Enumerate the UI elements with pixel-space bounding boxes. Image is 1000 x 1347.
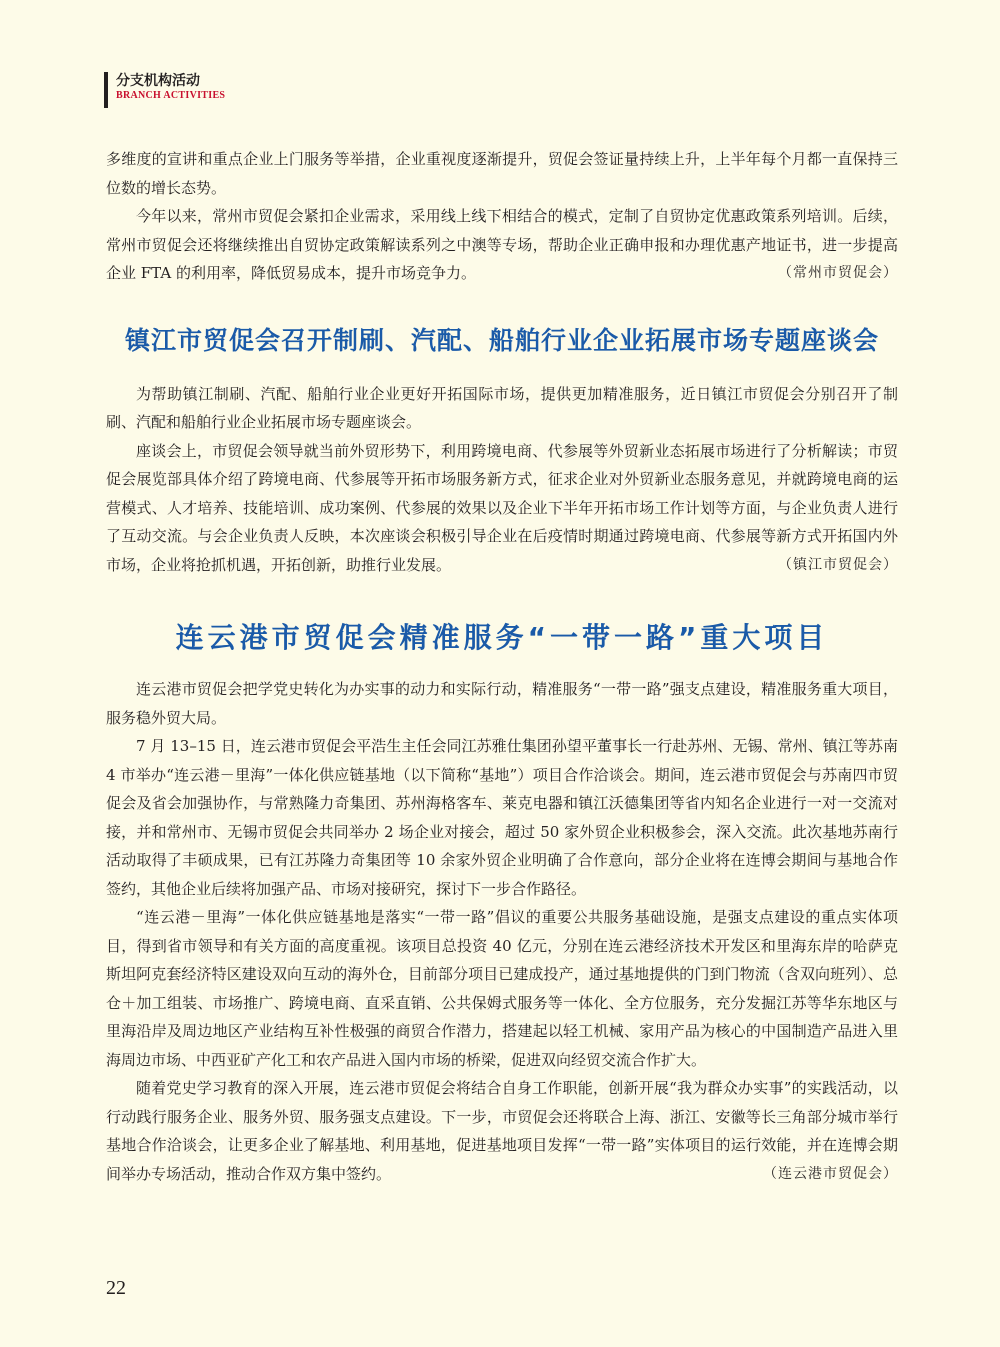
changzhou-paragraph-2-text: 今年以来，常州市贸促会紧扣企业需求，采用线上线下相结合的模式，定制了自贸协定优惠政策系列培训。后续，常州市贸促会还将继续推出自贸协定政策解读系列之中澳等专场，帮助企业正确申报和办理优惠产地证书，进一步提高企业 FTA 的利用率，降低贸易成本，提升市场竞争力。 — [106, 207, 898, 282]
zhenjiang-paragraph-2 — [106, 437, 898, 580]
lianyungang-paragraph-4-text: 随着党史学习教育的深入开展，连云港市贸促会将结合自身工作职能，创新开展“我为群众办实事”的实践活动，以行动践行服务企业、服务外贸、服务强支点建设。下一步，市贸促会还将联合上海、浙江、安徽等长三角部分城市举行基地合作洽谈会，让更多企业了解基地、利用基地，促进基地项目发挥“一带一路”实体项目的运行效能，并在连博会期间举办专场活动，推动合作双方集中签约。 — [106, 1079, 898, 1183]
section-title-en: BRANCH ACTIVITIES — [116, 90, 226, 101]
zhenjiang-paragraph-1: 为帮助镇江制刷、汽配、船舶行业企业更好开拓国际市场，提供更加精准服务，近日镇江市贸促会分别召开了制刷、汽配和船舶行业企业拓展市场专题座谈会。 — [106, 384, 898, 431]
changzhou-paragraph-2 — [106, 202, 898, 288]
zhenjiang-paragraph-2-text: 座谈会上，市贸促会领导就当前外贸形势下，利用跨境电商、代参展等外贸新业态拓展市场进行了分析解读；市贸促会展览部具体介绍了跨境电商、代参展等开拓市场服务新方式，征求企业对外贸新业态服务意见，并就跨境电商的运营模式、人才培养、技能培训、成功案例、代参展的效果以及企业下半年开拓市场工作计划等方面，与企业负责人进行了互动交流。与会企业负责人反映，本次座谈会积极引导企业在后疫情时期通过跨境电商、代参展等新方式开拓国内外市场，企业将抢抓机遇，开拓创新，助推行业发展。 — [106, 441, 898, 574]
lianyungang-paragraph-4 — [106, 1074, 898, 1188]
lianyungang-paragraph-2: 7 月 13–15 日，连云港市贸促会平浩生主任会同江苏雅仕集团孙望平董事长一行赴苏州、无锡、常州、镇江等苏南 4 市举办“连云港－里海”一体化供应链基地（以下简称“基地”）项目合作洽谈会。期间，连云港市贸促会与苏南四市贸促会及省会加强协作，与常熟隆力奇集团、苏州海格客车、莱克电器和镇江沃德集团等省内知名企业进行一对一交流对接，并和常州市、无锡市贸促会共同举办 2 场企业对接会，超过 50 家外贸企业积极参会，深入交流。此次基地苏南行活动取得了丰硕成果，已有江苏隆力奇集团等 10 余家外贸企业明确了合作意向，部分企业将在连博会期间与基地合作签约，其他企业后续将加强产品、市场对接研究，探讨下一步合作路径。 — [106, 737, 898, 898]
zhenjiang-article-title: 镇江市贸促会召开制刷、汽配、船舶行业企业拓展市场专题座谈会 — [124, 325, 879, 355]
section-header — [104, 72, 225, 108]
changzhou-paragraph-1: 多维度的宣讲和重点企业上门服务等举措，企业重视度逐渐提升，贸促会签证量持续上升，上半年每个月都一直保持三位数的增长态势。 — [106, 150, 898, 197]
section-title-zh: 分支机构活动 — [116, 73, 200, 89]
zhenjiang-source: （镇江市贸促会） — [778, 556, 898, 573]
lianyungang-source: （连云港市贸促会） — [763, 1165, 898, 1182]
page-number: 22 — [106, 1277, 126, 1299]
lianyungang-article-title: 连云港市贸促会精准服务“一带一路”重大项目 — [175, 621, 829, 654]
article-body — [106, 145, 898, 1188]
lianyungang-paragraph-3: “连云港－里海”一体化供应链基地是落实“一带一路”倡议的重要公共服务基础设施，是强支点建设的重点实体项目，得到省市领导和有关方面的高度重视。该项目总投资 40 亿元，分别在连云港经济技术开发区和里海东岸的哈萨克斯坦阿克套经济特区建设双向互动的海外仓，目前部分项目已建成投产，通过基地提供的门到门物流（含双向班列）、总仓＋加工组装、市场推广、跨境电商、直采直销、公共保姆式服务等一体化、全方位服务，充分发掘江苏等华东地区与里海沿岸及周边地区产业结构互补性极强的商贸合作潜力，搭建起以轻工机械、家用产品为核心的中国制造产品进入里海周边市场、中西亚矿产化工和农产品进入国内市场的桥梁，促进双向经贸交流合作扩大。 — [106, 908, 898, 1069]
lianyungang-paragraph-1: 连云港市贸促会把学党史转化为办实事的动力和实际行动，精准服务“一带一路”强支点建设，精准服务重大项目，服务稳外贸大局。 — [106, 680, 898, 727]
changzhou-source: （常州市贸促会） — [778, 265, 898, 281]
